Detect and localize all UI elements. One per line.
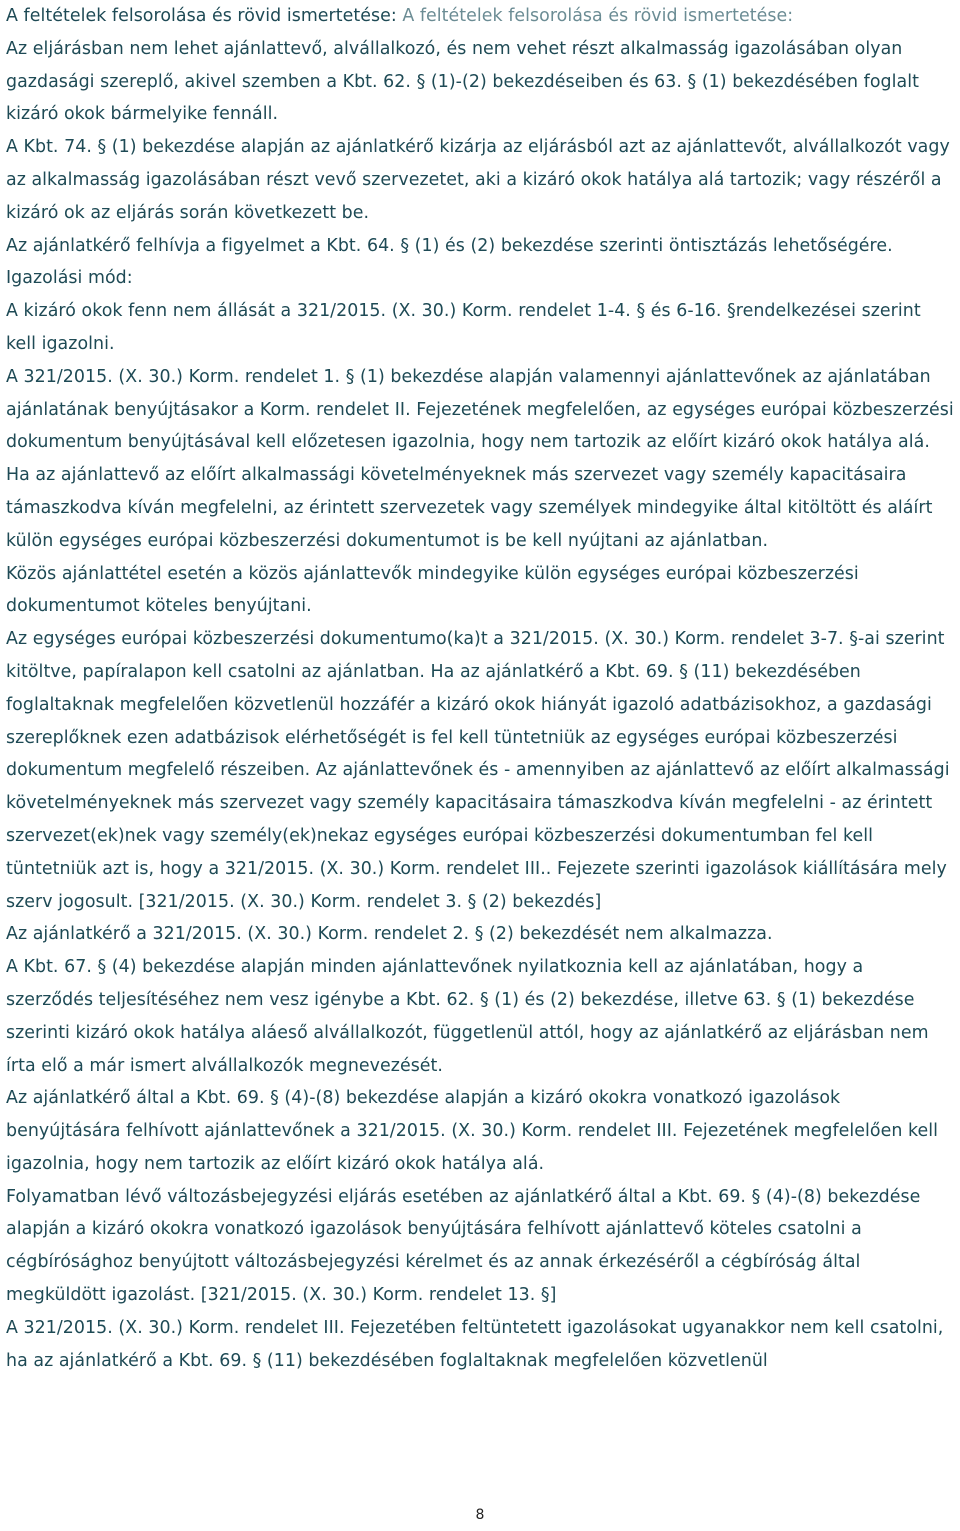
paragraph-certificate-submission: Az ajánlatkérő által a Kbt. 69. § (4)-(8) bekezdése alapján a kizáró okokra vonatkozó igazolások benyújtására felhívott ajánlattevőnek a 321/2015. (X. 30.) Korm. rendelet III. Fejezetének megfelelően kell igazolnia, hogy nem tartozik az előírt kizáró okok hatálya alá. (6, 1088, 938, 1174)
header-label: A feltételek felsorolása és rövid ismertetése: (6, 6, 397, 26)
paragraph-verification-heading: Igazolási mód: (6, 268, 133, 289)
page-number: 8 (475, 1507, 485, 1523)
paragraph-verification-method: A kizáró okok fenn nem állását a 321/2015. (X. 30.) Korm. rendelet 1-4. § és 6-16. §rendelkezései szerint kell igazolni. (6, 301, 921, 354)
paragraph-joint-tender: Közös ajánlattétel esetén a közös ajánlattevők mindegyike külön egységes európai közbeszerzési dokumentumot köteles benyújtani. (6, 563, 859, 617)
conditions-header (6, 0, 954, 33)
paragraph-subcontractor-declaration: A Kbt. 67. § (4) bekezdése alapján minden ajánlattevőnek nyilatkoznia kell az ajánlatában, hogy a szerződés teljesítéséhez nem vesz igénybe a Kbt. 62. § (1) és (2) bekezdése, illetve 63. § (1) bekezdése szerinti kizáró okok hatálya aláeső alvállalkozót, függetlenül attól, hogy az ajánlatkérő az eljárásban nem írta elő a már ismert alvállalkozók megnevezését. (6, 957, 929, 1076)
paragraph-pending-registration: Folyamatban lévő változásbejegyzési eljárás esetében az ajánlatkérő által a Kbt. 69. § (4)-(8) bekezdése alapján a kizáró okokra vonatkozó igazolások benyújtására felhívott ajánlattevő köteles csatolni a cégbírósághoz benyújtott változásbejegyzési kérelmet és az annak érkezéséről a cégbíróság által megküldött igazolást. [321/2015. (X. 30.) Korm. rendelet 13. §] (6, 1186, 921, 1306)
paragraph-espd-requirement: A 321/2015. (X. 30.) Korm. rendelet 1. § (1) bekezdése alapján valamennyi ajánlattevőnek az ajánlatában ajánlatának benyújtásakor a Korm. rendelet II. Fejezetének megfelelően, az egységes európai közbeszerzési dokumentum benyújtásával kell előzetesen igazolnia, hogy nem tartozik az előírt kizáró okok hatálya alá. (6, 366, 954, 453)
paragraph-capacity-reliance: Ha az ajánlattevő az előírt alkalmassági követelményeknek más szervezet vagy személy kapacitásaira támaszkodva kíván megfelelni, az érintett szervezetek vagy személyek mindegyike által kitöltött és aláírt külön egységes európai közbeszerzési dokumentumot is be kell nyújtani az ajánlatban. (6, 465, 933, 551)
paragraph-not-applied: Az ajánlatkérő a 321/2015. (X. 30.) Korm. rendelet 2. § (2) bekezdését nem alkalmazza. (6, 924, 773, 945)
paragraph-direct-access: A 321/2015. (X. 30.) Korm. rendelet III. Fejezetében feltüntetett igazolásokat ugyanakkor nem kell csatolni, ha az ajánlatkérő a Kbt. 69. § (11) bekezdésében foglaltaknak megfelelően közvetlenül (6, 1317, 944, 1371)
header-value: A feltételek felsorolása és rövid ismertetése: (396, 6, 794, 26)
paragraph-self-cleaning: Az ajánlatkérő felhívja a figyelmet a Kbt. 64. § (1) és (2) bekezdése szerinti öntisztázás lehetőségére. (6, 235, 893, 256)
document-body (6, 0, 954, 1377)
paragraph-kbt-74: A Kbt. 74. § (1) bekezdése alapján az ajánlatkérő kizárja az eljárásból azt az ajánlattevőt, alvállalkozót vagy az alkalmasság igazolásában részt vevő szervezetet, aki a kizáró okok hatálya alá tartozik; vagy részéről a kizáró ok az eljárás során következett be. (6, 137, 950, 223)
paragraph-espd-completion: Az egységes európai közbeszerzési dokumentumo(ka)t a 321/2015. (X. 30.) Korm. rendelet 3-7. §-ai szerint kitöltve, papíralapon kell csatolni az ajánlatban. Ha az ajánlatkérő a Kbt. 69. § (11) bekezdésében foglaltaknak megfelelően közvetlenül hozzáfér a kizáró okok hiányát igazoló adatbázisokhoz, a gazdasági szereplőknek ezen adatbázisok elérhetőségét is fel kell tüntetniük az egységes európai közbeszerzési dokumentum megfelelő részeiben. Az ajánlattevőnek és - amennyiben az ajánlattevő az előírt alkalmassági követelményeknek más szervezet vagy személy kapacitásaira támaszkodva kíván megfelelni - az érintett szervezet(ek)nek vagy személy(ek)nekaz egységes európai közbeszerzési dokumentumban fel kell tüntetniük azt is, hogy a 321/2015. (X. 30.) Korm. rendelet III.. Fejezete szerinti igazolások kiállítására mely szerv jogosult. [321/2015. (X. 30.) Korm. rendelet 3. § (2) bekezdés] (6, 629, 950, 912)
paragraph-exclusion: Az eljárásban nem lehet ajánlattevő, alvállalkozó, és nem vehet részt alkalmasság igazolásában olyan gazdasági szereplő, akivel szemben a Kbt. 62. § (1)-(2) bekezdéseiben és 63. § (1) bekezdésében foglalt kizáró okok bármelyike fennáll. (6, 38, 919, 125)
